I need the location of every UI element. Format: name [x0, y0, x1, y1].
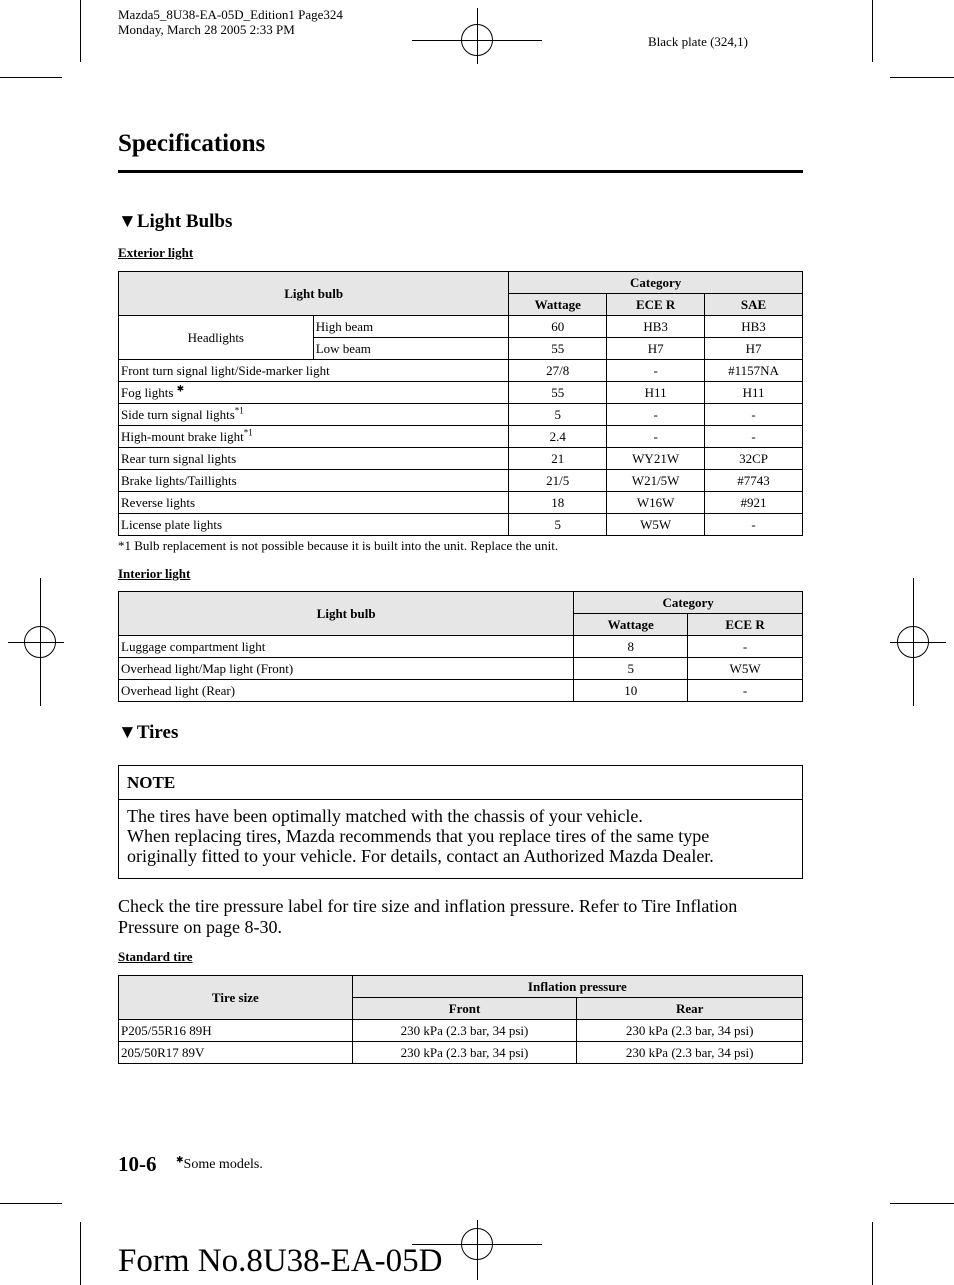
col-sae: SAE [705, 294, 803, 316]
col-category: Category [509, 272, 803, 294]
table-row: P205/55R16 89H 230 kPa (2.3 bar, 34 psi) 230 kPa (2.3 bar, 34 psi) [119, 1020, 803, 1042]
col-light-bulb: Light bulb [119, 592, 574, 636]
tires-heading: ▼Tires [118, 722, 179, 743]
note-box [118, 765, 803, 879]
table-row: Side turn signal lights$^{*1}$ 5 - - [119, 404, 803, 426]
table-row: License plate lights 5 W5W - [119, 514, 803, 536]
table-row: Luggage compartment light 8 - [119, 636, 803, 658]
table-row: Overhead light/Map light (Front) 5 W5W [119, 658, 803, 680]
table-row: Fog lights ✱ 55 H11 H11 [119, 382, 803, 404]
table-row: Brake lights/Taillights 21/5 W21/5W #7743 [119, 470, 803, 492]
headlights-label: Headlights [119, 316, 314, 360]
title-rule [118, 170, 803, 173]
col-ecer: ECE R [607, 294, 705, 316]
table-row: Overhead light (Rear) 10 - [119, 680, 803, 702]
col-wattage: Wattage [509, 294, 607, 316]
table-row: Reverse lights 18 W16W #921 [119, 492, 803, 514]
table-row: Rear turn signal lights 21 WY21W 32CP [119, 448, 803, 470]
exterior-light-table [118, 271, 803, 536]
table-row: High-mount brake light$^{*1}$ 2.4 - - [119, 426, 803, 448]
page-title: Specifications [118, 130, 266, 157]
asterisk-icon: ✱ [176, 1154, 184, 1165]
plate-label: Black plate (324,1) [648, 34, 748, 49]
tire-paragraph: Check the tire pressure label for tire size and inflation pressure. Refer to Tire Inflation Pressure on page 8-30. [118, 896, 738, 937]
table-row: Front turn signal light/Side-marker light 27/8 - #1157NA [119, 360, 803, 382]
form-number: Form No.8U38-EA-05D [118, 1243, 443, 1279]
exterior-footnote: *1 Bulb replacement is not possible because it is built into the unit. Replace the unit. [118, 538, 559, 553]
table-row: Headlights High beam 60 HB3 HB3 [119, 316, 803, 338]
table-row: 205/50R17 89V 230 kPa (2.3 bar, 34 psi) 230 kPa (2.3 bar, 34 psi) [119, 1042, 803, 1064]
col-front: Front [352, 998, 577, 1020]
exterior-light-label: Exterior light [118, 245, 194, 260]
standard-tire-table [118, 975, 803, 1064]
col-inflation-pressure: Inflation pressure [352, 976, 802, 998]
file-name: Mazda5_8U38-EA-05D_Edition1 Page324 [118, 7, 343, 22]
col-light-bulb: Light bulb [119, 272, 509, 316]
triangle-icon: ▼ [118, 211, 137, 232]
light-bulbs-heading: ▼Light Bulbs [118, 211, 233, 232]
col-tire-size: Tire size [119, 976, 353, 1020]
page-number: 10-6 [118, 1152, 157, 1176]
interior-light-table [118, 591, 803, 702]
note-body: The tires have been optimally matched with the chassis of your vehicle. When replacing tires, Mazda recommends that you replace tires of the same type originally fitted to your vehicle. For details, contact an Authorized Mazda Dealer. [127, 806, 714, 866]
footer-footnote: ✱Some models. [176, 1154, 263, 1172]
triangle-icon: ▼ [118, 722, 137, 743]
file-header [118, 7, 343, 37]
asterisk-icon: ✱ [176, 383, 185, 394]
note-title: NOTE [119, 766, 802, 800]
file-date: Monday, March 28 2005 2:33 PM [118, 22, 295, 37]
interior-light-label: Interior light [118, 566, 191, 581]
col-category: Category [574, 592, 803, 614]
col-wattage: Wattage [574, 614, 688, 636]
table-row: Low beam 55 H7 H7 [119, 338, 803, 360]
standard-tire-label: Standard tire [118, 949, 193, 964]
col-rear: Rear [577, 998, 803, 1020]
col-ecer: ECE R [688, 614, 803, 636]
